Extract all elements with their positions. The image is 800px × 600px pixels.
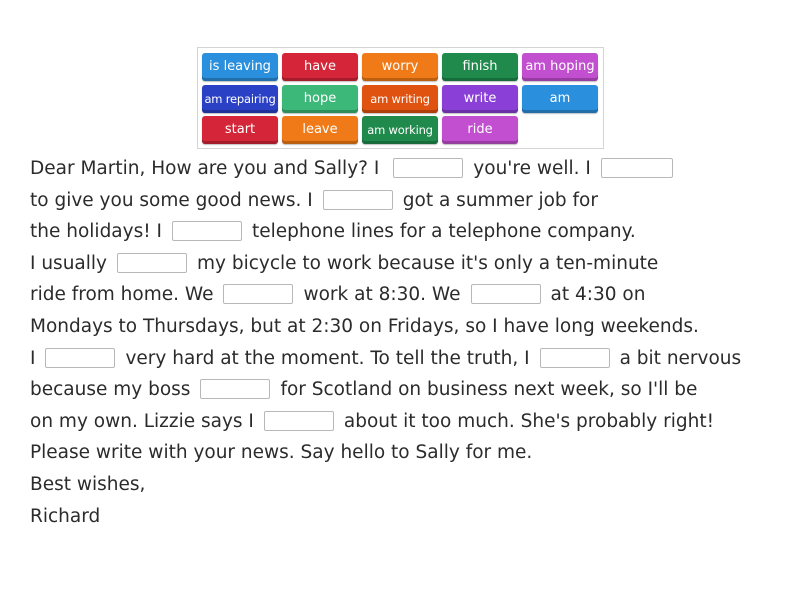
letter-text (30, 153, 790, 532)
text-segment: got a summer job for (402, 189, 598, 211)
text-segment: I usually (30, 252, 107, 274)
word-tile[interactable]: leave (282, 116, 358, 144)
text-segment: Mondays to Thursdays, but at 2:30 on Fridays, so I have long weekends. (30, 315, 699, 337)
text-segment: at 4:30 on (550, 284, 646, 306)
text-segment: the holidays! I (30, 221, 162, 243)
text-segment: because my boss (30, 379, 191, 401)
text-segment: you're well. I (473, 158, 591, 179)
answer-blank[interactable] (200, 379, 270, 399)
word-tile[interactable]: start (202, 116, 278, 144)
letter-line (30, 279, 790, 311)
answer-blank[interactable] (172, 221, 242, 241)
letter-line (30, 406, 790, 438)
text-segment: about it too much. She's probably right! (343, 410, 714, 432)
word-tile[interactable]: am repairing (202, 85, 278, 113)
answer-blank[interactable] (471, 284, 541, 304)
letter-line (30, 343, 790, 375)
letter-line (30, 501, 790, 533)
text-segment: Richard (30, 505, 101, 527)
text-segment: Dear Martin, How are you and Sally? I (30, 158, 380, 179)
letter-line (30, 374, 790, 406)
word-tile[interactable]: am working (362, 116, 438, 144)
text-segment: ride from home. We (30, 284, 214, 306)
text-segment: for Scotland on business next week, so I'll be (280, 379, 698, 401)
text-segment: Best wishes, (30, 473, 146, 495)
letter-line (30, 469, 790, 501)
word-tile[interactable]: hope (282, 85, 358, 113)
letter-line (30, 216, 790, 248)
word-tile[interactable]: am (522, 85, 598, 113)
letter-line (30, 185, 790, 217)
word-tile[interactable]: worry (362, 53, 438, 81)
answer-blank[interactable] (323, 190, 393, 210)
letter-line (30, 437, 790, 469)
answer-blank[interactable] (117, 253, 187, 273)
word-tile[interactable]: write (442, 85, 518, 113)
text-segment: to give you some good news. I (30, 189, 313, 211)
text-segment: I (30, 347, 36, 369)
answer-blank[interactable] (393, 158, 463, 178)
text-segment: a bit nervous (619, 347, 742, 369)
word-tile[interactable]: am hoping (522, 53, 598, 81)
word-tile[interactable]: ride (442, 116, 518, 144)
word-tile[interactable]: is leaving (202, 53, 278, 81)
text-segment: Please write with your news. Say hello to Sally for me. (30, 442, 533, 464)
answer-blank[interactable] (45, 348, 115, 368)
text-segment: my bicycle to work because it's only a ten-minute (197, 252, 659, 274)
answer-blank[interactable] (601, 158, 673, 178)
text-segment: very hard at the moment. To tell the truth, I (125, 347, 530, 369)
answer-blank[interactable] (223, 284, 293, 304)
letter-line (30, 248, 790, 280)
letter-line (30, 311, 790, 343)
answer-blank[interactable] (264, 411, 334, 431)
text-segment: on my own. Lizzie says I (30, 410, 254, 432)
letter-line (30, 153, 790, 185)
word-bank (197, 47, 604, 149)
word-tile[interactable]: finish (442, 53, 518, 81)
word-tile[interactable]: am writing (362, 85, 438, 113)
word-tile[interactable]: have (282, 53, 358, 81)
text-segment: telephone lines for a telephone company. (251, 221, 636, 243)
answer-blank[interactable] (540, 348, 610, 368)
text-segment: work at 8:30. We (303, 284, 461, 306)
